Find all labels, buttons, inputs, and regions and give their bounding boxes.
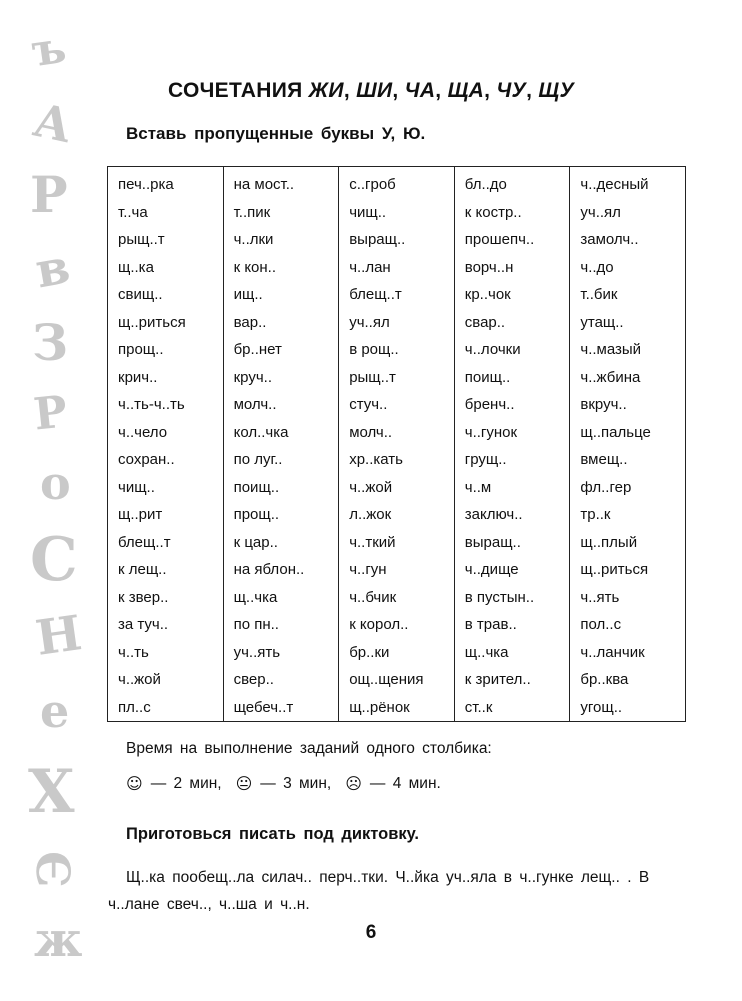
table-row	[108, 446, 686, 474]
decorative-letter: Р	[31, 386, 70, 441]
word-cell: в трав..	[454, 611, 570, 639]
decorative-letter: о	[40, 456, 71, 510]
time-value: — 3 мин,	[260, 774, 332, 792]
table-row	[108, 639, 686, 667]
word-cell: уч..ять	[223, 639, 339, 667]
title-prefix: СОЧЕТАНИЯ	[168, 79, 303, 102]
word-cell: т..бик	[570, 281, 686, 309]
table-row	[108, 666, 686, 694]
word-cell: щ..ка	[108, 254, 224, 282]
word-cell: вмещ..	[570, 446, 686, 474]
word-cell: ч..жбина	[570, 364, 686, 392]
time-label: Время на выполнение заданий одного столбика:	[126, 740, 492, 757]
word-cell: ч..лки	[223, 226, 339, 254]
decorative-letter: Н	[32, 605, 86, 667]
table-row	[108, 501, 686, 529]
word-cell: бр..ква	[570, 666, 686, 694]
table-row	[108, 474, 686, 502]
word-cell: щ..рёнок	[339, 694, 455, 722]
word-cell: ч..дище	[454, 556, 570, 584]
dictation-title: Приготовься писать под диктовку.	[126, 825, 419, 843]
decorative-letter: е	[40, 684, 70, 738]
table-row	[108, 556, 686, 584]
word-cell: печ..рка	[108, 167, 224, 199]
word-cell: щ..чка	[454, 639, 570, 667]
word-cell: вкруч..	[570, 391, 686, 419]
word-cell: щ..чка	[223, 584, 339, 612]
word-cell: чищ..	[108, 474, 224, 502]
table-row	[108, 529, 686, 557]
word-cell: кол..чка	[223, 419, 339, 447]
word-cell: ч..м	[454, 474, 570, 502]
word-cell: сохран..	[108, 446, 224, 474]
word-cell: ч..ть-ч..ть	[108, 391, 224, 419]
title-combo: ШИ	[356, 79, 393, 102]
word-cell: ч..лан	[339, 254, 455, 282]
word-cell: ч..гунок	[454, 419, 570, 447]
decorative-letter: А	[28, 92, 77, 154]
word-cell: бл..до	[454, 167, 570, 199]
title-combo: ЩА	[447, 79, 485, 102]
time-value: — 4 мин.	[369, 774, 441, 792]
table-row	[108, 584, 686, 612]
word-cell: ч..жой	[108, 666, 224, 694]
word-cell: свер..	[223, 666, 339, 694]
word-cell: рыщ..т	[339, 364, 455, 392]
time-value: — 2 мин,	[150, 774, 222, 792]
word-cell: к кон..	[223, 254, 339, 282]
word-cell: щ..рит	[108, 501, 224, 529]
word-cell: ч..ткий	[339, 529, 455, 557]
table-row	[108, 364, 686, 392]
smile-face-icon: ☺	[126, 774, 143, 793]
word-cell: ворч..н	[454, 254, 570, 282]
table-row	[108, 694, 686, 722]
dictation-text: Щ..ка пообещ..ла силач.. перч..тки. Ч..йка уч..яла в ч..гунке лещ.. . В ч..лане свеч.., ч..ша и ч..н.	[108, 869, 650, 913]
word-cell: пл..с	[108, 694, 224, 722]
page-title: СОЧЕТАНИЯ ЖИ, ШИ, ЧА, ЩА, ЧУ, ЩУ	[168, 79, 574, 102]
table-row	[108, 226, 686, 254]
word-cell: щ..риться	[570, 556, 686, 584]
word-cell: бр..ки	[339, 639, 455, 667]
word-cell: щебеч..т	[223, 694, 339, 722]
word-cell: свищ..	[108, 281, 224, 309]
word-cell: угощ..	[570, 694, 686, 722]
word-cell: ощ..щения	[339, 666, 455, 694]
word-table	[107, 166, 686, 722]
word-cell: к цар..	[223, 529, 339, 557]
word-cell: крич..	[108, 364, 224, 392]
word-cell: ч..ть	[108, 639, 224, 667]
word-cell: вар..	[223, 309, 339, 337]
word-cell: с..гроб	[339, 167, 455, 199]
word-cell: блещ..т	[108, 529, 224, 557]
decorative-letter: Р	[30, 165, 68, 224]
word-cell: на яблон..	[223, 556, 339, 584]
word-cell: ч..десный	[570, 167, 686, 199]
word-cell: ч..ланчик	[570, 639, 686, 667]
table-row	[108, 254, 686, 282]
word-cell: фл..гер	[570, 474, 686, 502]
title-combo: ЧУ	[496, 79, 527, 102]
word-cell: ч..жой	[339, 474, 455, 502]
title-combo: ЧА	[404, 79, 436, 102]
word-cell: в пустын..	[454, 584, 570, 612]
word-cell: тр..к	[570, 501, 686, 529]
table-row	[108, 336, 686, 364]
decorative-alphabet	[0, 0, 100, 1001]
word-cell: свар..	[454, 309, 570, 337]
word-cell: щ..риться	[108, 309, 224, 337]
word-cell: по луг..	[223, 446, 339, 474]
word-cell: рыщ..т	[108, 226, 224, 254]
word-cell: поищ..	[223, 474, 339, 502]
word-cell: к костр..	[454, 199, 570, 227]
word-cell: кр..чок	[454, 281, 570, 309]
word-cell: к лещ..	[108, 556, 224, 584]
word-cell: т..ча	[108, 199, 224, 227]
table-row	[108, 309, 686, 337]
word-cell: к звер..	[108, 584, 224, 612]
word-cell: прошепч..	[454, 226, 570, 254]
word-cell: к зрител..	[454, 666, 570, 694]
decorative-letter: ъ	[28, 21, 70, 78]
word-cell: хр..кать	[339, 446, 455, 474]
word-cell: стуч..	[339, 391, 455, 419]
time-scale	[126, 774, 455, 793]
table-row	[108, 199, 686, 227]
word-cell: заключ..	[454, 501, 570, 529]
word-cell: ч..бчик	[339, 584, 455, 612]
word-cell: щ..плый	[570, 529, 686, 557]
word-cell: на мост..	[223, 167, 339, 199]
title-combo: ЩУ	[538, 79, 574, 102]
word-cell: по пн..	[223, 611, 339, 639]
word-cell: ч..мазый	[570, 336, 686, 364]
word-cell: ч..чело	[108, 419, 224, 447]
word-cell: прощ..	[223, 501, 339, 529]
word-cell: блещ..т	[339, 281, 455, 309]
table-row	[108, 419, 686, 447]
neutral-face-icon: 😐	[235, 774, 253, 793]
decorative-letter: Э	[27, 850, 82, 888]
word-cell: за туч..	[108, 611, 224, 639]
word-cell: утащ..	[570, 309, 686, 337]
word-cell: пол..с	[570, 611, 686, 639]
title-combo: ЖИ	[308, 79, 344, 102]
word-cell: молч..	[339, 419, 455, 447]
word-cell: уч..ял	[339, 309, 455, 337]
word-cell: бр..нет	[223, 336, 339, 364]
word-cell: молч..	[223, 391, 339, 419]
table-row	[108, 167, 686, 199]
table-row	[108, 281, 686, 309]
word-cell: уч..ял	[570, 199, 686, 227]
table-row	[108, 611, 686, 639]
decorative-letter: в	[31, 238, 74, 300]
decorative-letter: С	[30, 525, 78, 595]
word-cell: прощ..	[108, 336, 224, 364]
word-cell: бренч..	[454, 391, 570, 419]
word-cell: выращ..	[454, 529, 570, 557]
word-cell: круч..	[223, 364, 339, 392]
word-cell: в рощ..	[339, 336, 455, 364]
sad-face-icon: ☹	[345, 774, 362, 793]
word-cell: ищ..	[223, 281, 339, 309]
word-cell: поищ..	[454, 364, 570, 392]
word-cell: к корол..	[339, 611, 455, 639]
word-cell: щ..пальце	[570, 419, 686, 447]
decorative-letter: Х	[28, 757, 75, 827]
page-number: 6	[365, 922, 377, 943]
word-cell: выращ..	[339, 226, 455, 254]
word-cell: ст..к	[454, 694, 570, 722]
word-cell: ч..до	[570, 254, 686, 282]
decorative-letter: З	[32, 313, 69, 372]
word-cell: ч..лочки	[454, 336, 570, 364]
word-cell: ч..гун	[339, 556, 455, 584]
word-cell: грущ..	[454, 446, 570, 474]
word-cell: л..жок	[339, 501, 455, 529]
decorative-letter: ж	[34, 912, 83, 968]
table-row	[108, 391, 686, 419]
exercise-instruction: Вставь пропущенные буквы У, Ю.	[126, 124, 426, 143]
word-cell: замолч..	[570, 226, 686, 254]
word-cell: чищ..	[339, 199, 455, 227]
word-cell: т..пик	[223, 199, 339, 227]
word-cell: ч..ять	[570, 584, 686, 612]
